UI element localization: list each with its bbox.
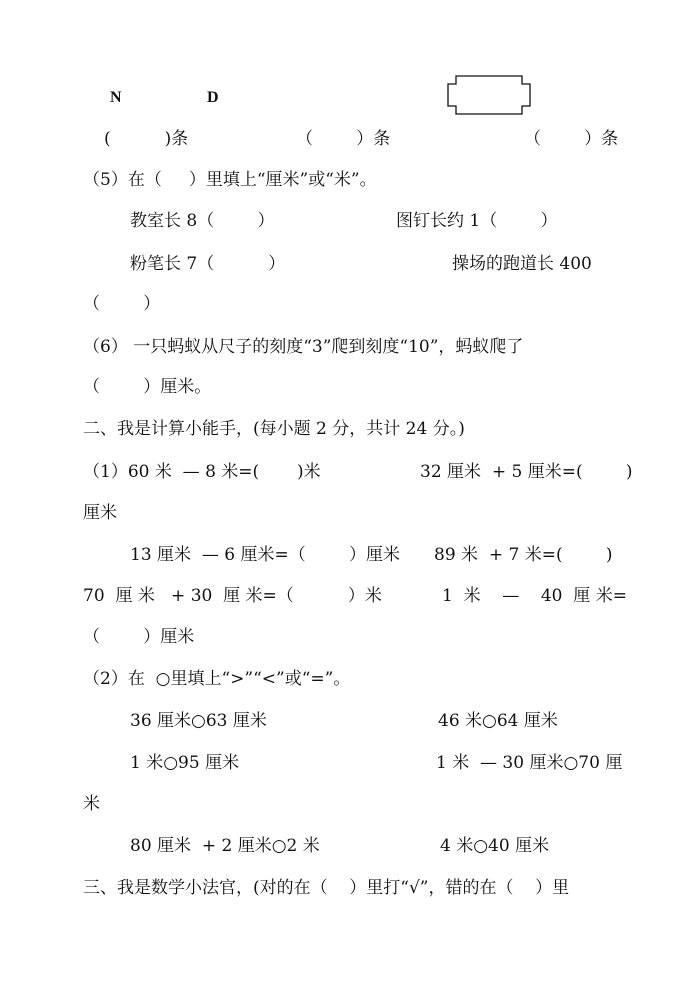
compare-6: 4 米○40 厘米 [440, 836, 550, 856]
count-answer-1: ( )条 [104, 129, 189, 149]
calc-1e: 70 厘 米 + 30 厘 米=（ ）米 [83, 586, 382, 606]
calc-1c: 13 厘米 — 6 厘米=（ ）厘米 [130, 545, 400, 565]
calc-1b: 32 厘米 + 5 厘米=( ) [420, 462, 633, 482]
point-label-d: D [207, 89, 219, 106]
q5-item-chalk: 粉笔长 7（ ） [130, 254, 286, 274]
compare-4: 1 米 — 30 厘米○70 厘 [436, 753, 623, 773]
q5-title: （5）在（ ）里填上“厘米”或“米”。 [83, 170, 377, 190]
point-label-n: N [110, 89, 122, 106]
compare-2: 46 米○64 厘米 [438, 711, 558, 731]
compare-3: 1 米○95 厘米 [130, 753, 240, 773]
q5-item-classroom: 教室长 8（ ） [130, 211, 275, 231]
cross-shape-figure [446, 74, 534, 118]
compare-title: （2）在 ○里填上“>”“<”或“=”。 [83, 669, 351, 689]
calc-1f: 1 米 — 40 厘 米= [442, 586, 627, 606]
section2-title: 二、我是计算小能手，(每小题 2 分，共计 24 分。) [83, 419, 465, 439]
q6-line2: （ ）厘米。 [83, 377, 212, 397]
section3-title: 三、我是数学小法官，(对的在（ ）里打“√”，错的在（ ）里 [83, 878, 570, 898]
count-answer-2: （ ）条 [296, 129, 391, 149]
compare-4-unit: 米 [83, 794, 100, 814]
count-answer-3: （ ）条 [524, 129, 619, 149]
compare-5: 80 厘米 + 2 厘米○2 米 [130, 836, 320, 856]
calc-1a: （1）60 米 — 8 米=( )米 [83, 462, 321, 482]
calc-1f-answer: （ ）厘米 [83, 627, 195, 647]
q5-item-thumbtack: 图钉长约 1（ ） [396, 211, 558, 231]
q5-item-track-answer: （ ） [83, 294, 161, 314]
calc-1d: 89 米 + 7 米=( ) [434, 545, 613, 565]
compare-1: 36 厘米○63 厘米 [130, 711, 267, 731]
q6-line1: （6） 一只蚂蚁从尺子的刻度“3”爬到刻度“10”，蚂蚁爬了 [83, 337, 524, 357]
calc-1b-unit: 厘米 [83, 503, 117, 523]
q5-item-track: 操场的跑道长 400 [452, 254, 592, 274]
